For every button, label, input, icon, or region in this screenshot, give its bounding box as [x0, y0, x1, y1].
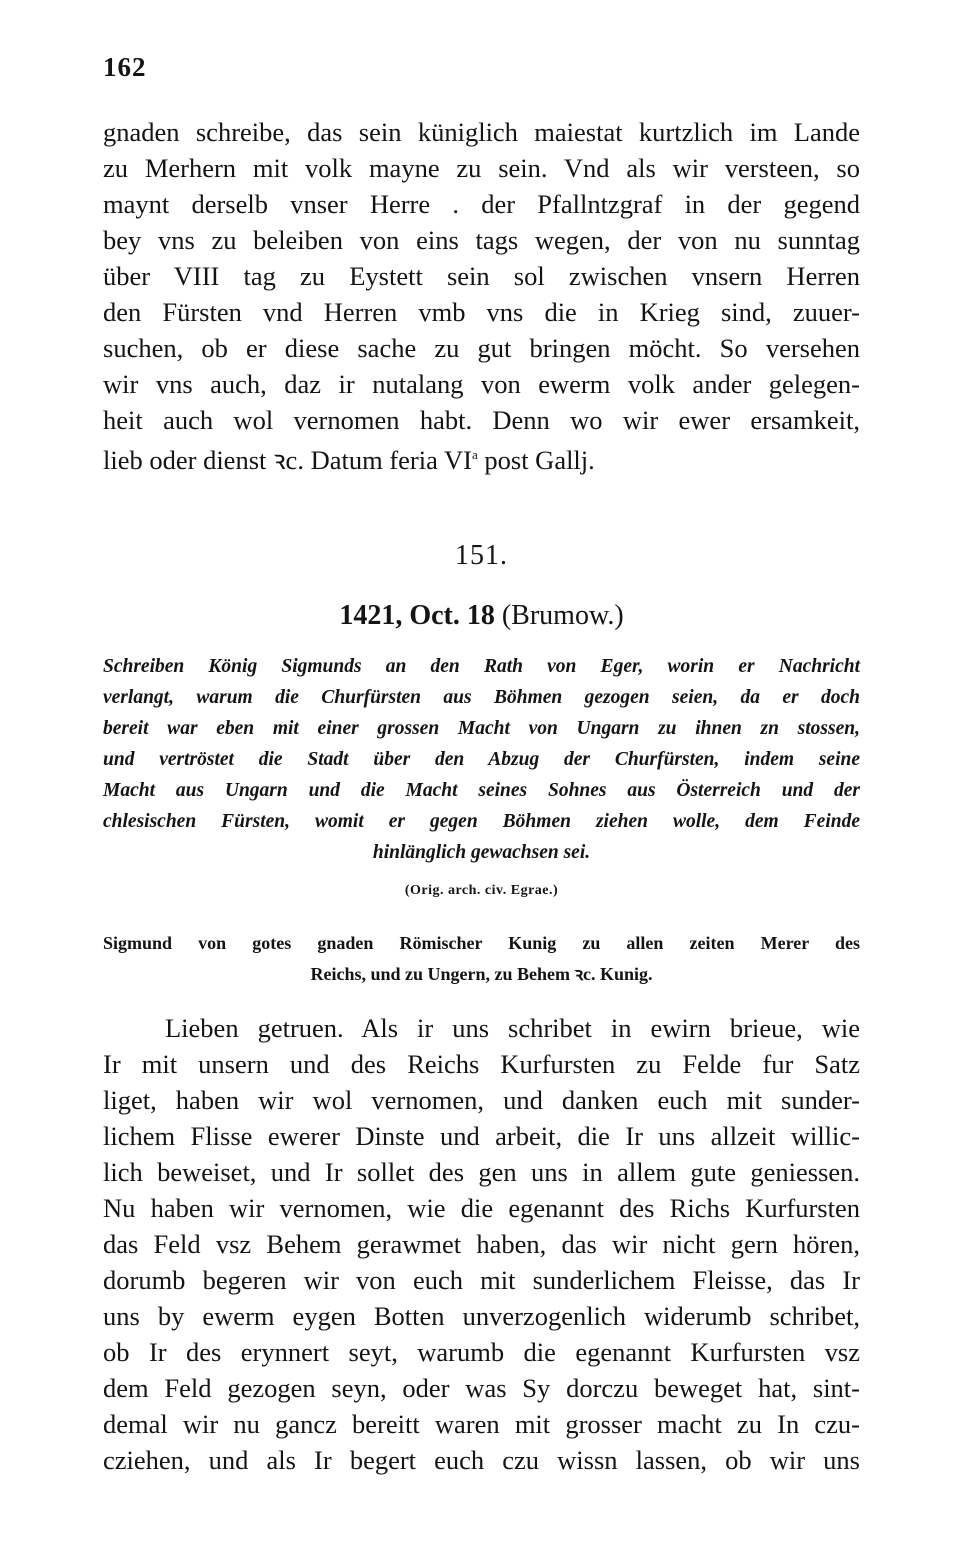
text-line: über VIII tag zu Eystett sein sol zwischen vnsern Herren — [103, 261, 860, 291]
summary-line: chlesischen Fürsten, womit er gegen Böhmen ziehen wolle, dem Feinde — [103, 811, 860, 832]
summary-line: verlangt, warum die Churfürsten aus Böhmen gezogen seien, da er doch — [103, 687, 860, 708]
date-year: 1421, Oct. 18 — [339, 600, 495, 631]
summary-line: Macht aus Ungarn und die Macht seines Sohnes aus Österreich und der — [103, 780, 860, 801]
salutation-line-last: Reichs, und zu Ungern, zu Behem ꝛc. Kunig. — [310, 964, 653, 984]
summary-line: bereit war eben mit einer grossen Macht von Ungarn zu ihnen zn stossen, — [103, 718, 860, 739]
body-line-first: Lieben getruen. Als ir uns schribet in ewirn brieue, wie — [165, 1013, 860, 1043]
body-line: das Feld vsz Behem gerawmet haben, das wir nicht gern hören, — [103, 1229, 860, 1259]
summary-line: und vertröstet die Stadt über den Abzug der Churfürsten, indem seine — [103, 749, 860, 770]
body-line: cziehen, und als Ir begert euch czu wissn lassen, ob wir uns — [103, 1445, 860, 1475]
body-line: dem Feld gezogen seyn, oder was Sy dorczu beweget hat, sint- — [103, 1373, 860, 1403]
body-line: lich beweiset, und Ir sollet des gen uns in allem gute geniessen. — [103, 1157, 860, 1187]
document-number: 151. — [455, 540, 508, 571]
body-line: uns by ewerm eygen Botten unverzogenlich widerumb schribet, — [103, 1301, 860, 1331]
body-line: dorumb begeren wir von euch mit sunderlichem Fleisse, das Ir — [103, 1265, 860, 1295]
body-line: lichem Flisse ewerer Dinste und arbeit, die Ir uns allzeit willic- — [103, 1121, 860, 1151]
text-line: heit auch wol vernomen habt. Denn wo wir ewer ersamkeit, — [103, 405, 860, 435]
text-line: wir vns auch, daz ir nutalang von ewerm volk ander gelegen- — [103, 369, 860, 399]
text-line: maynt derselb vnser Herre . der Pfallntzgraf in der gegend — [103, 189, 860, 219]
body-line: Ir mit unsern und des Reichs Kurfursten zu Felde fur Satz — [103, 1049, 860, 1079]
text-line: den Fürsten vnd Herren vmb vns die in Krieg sind, zuuer- — [103, 297, 860, 327]
document-date — [103, 600, 860, 632]
text-fragment: lieb oder dienst ꝛc. Datum feria VI — [103, 445, 472, 475]
salutation-line: Sigmund von gotes gnaden Römischer Kunig zu allen zeiten Merer des — [103, 933, 860, 953]
body-line: demal wir nu gancz bereitt waren mit grosser macht zu In czu- — [103, 1409, 860, 1439]
date-place: (Brumow.) — [494, 600, 624, 631]
text-line-last — [103, 441, 860, 477]
text-line: bey vns zu beleiben von eins tags wegen, der von nu sunntag — [103, 225, 860, 255]
summary-line: Schreiben König Sigmunds an den Rath von Eger, worin er Nachricht — [103, 656, 860, 677]
body-line: liget, haben wir wol vernomen, und danken euch mit sunder- — [103, 1085, 860, 1115]
page-number: 162 — [103, 52, 147, 82]
text-line: suchen, ob er diese sache zu gut bringen möcht. So versehen — [103, 333, 860, 363]
text-line: zu Merhern mit volk mayne zu sein. Vnd als wir versteen, so — [103, 153, 860, 183]
text-line: gnaden schreibe, das sein küniglich maiestat kurtzlich im Lande — [103, 117, 860, 147]
text-fragment: post Gallj. — [477, 445, 595, 475]
source-note: (Orig. arch. civ. Egrae.) — [404, 883, 559, 898]
body-line: ob Ir des erynnert seyt, warumb die egenannt Kurfursten vsz — [103, 1337, 860, 1367]
body-line: Nu haben wir vernomen, wie die egenannt des Richs Kurfursten — [103, 1193, 860, 1223]
superscript: a — [471, 447, 478, 463]
summary-line-last: hinlänglich gewachsen sei. — [372, 842, 591, 863]
